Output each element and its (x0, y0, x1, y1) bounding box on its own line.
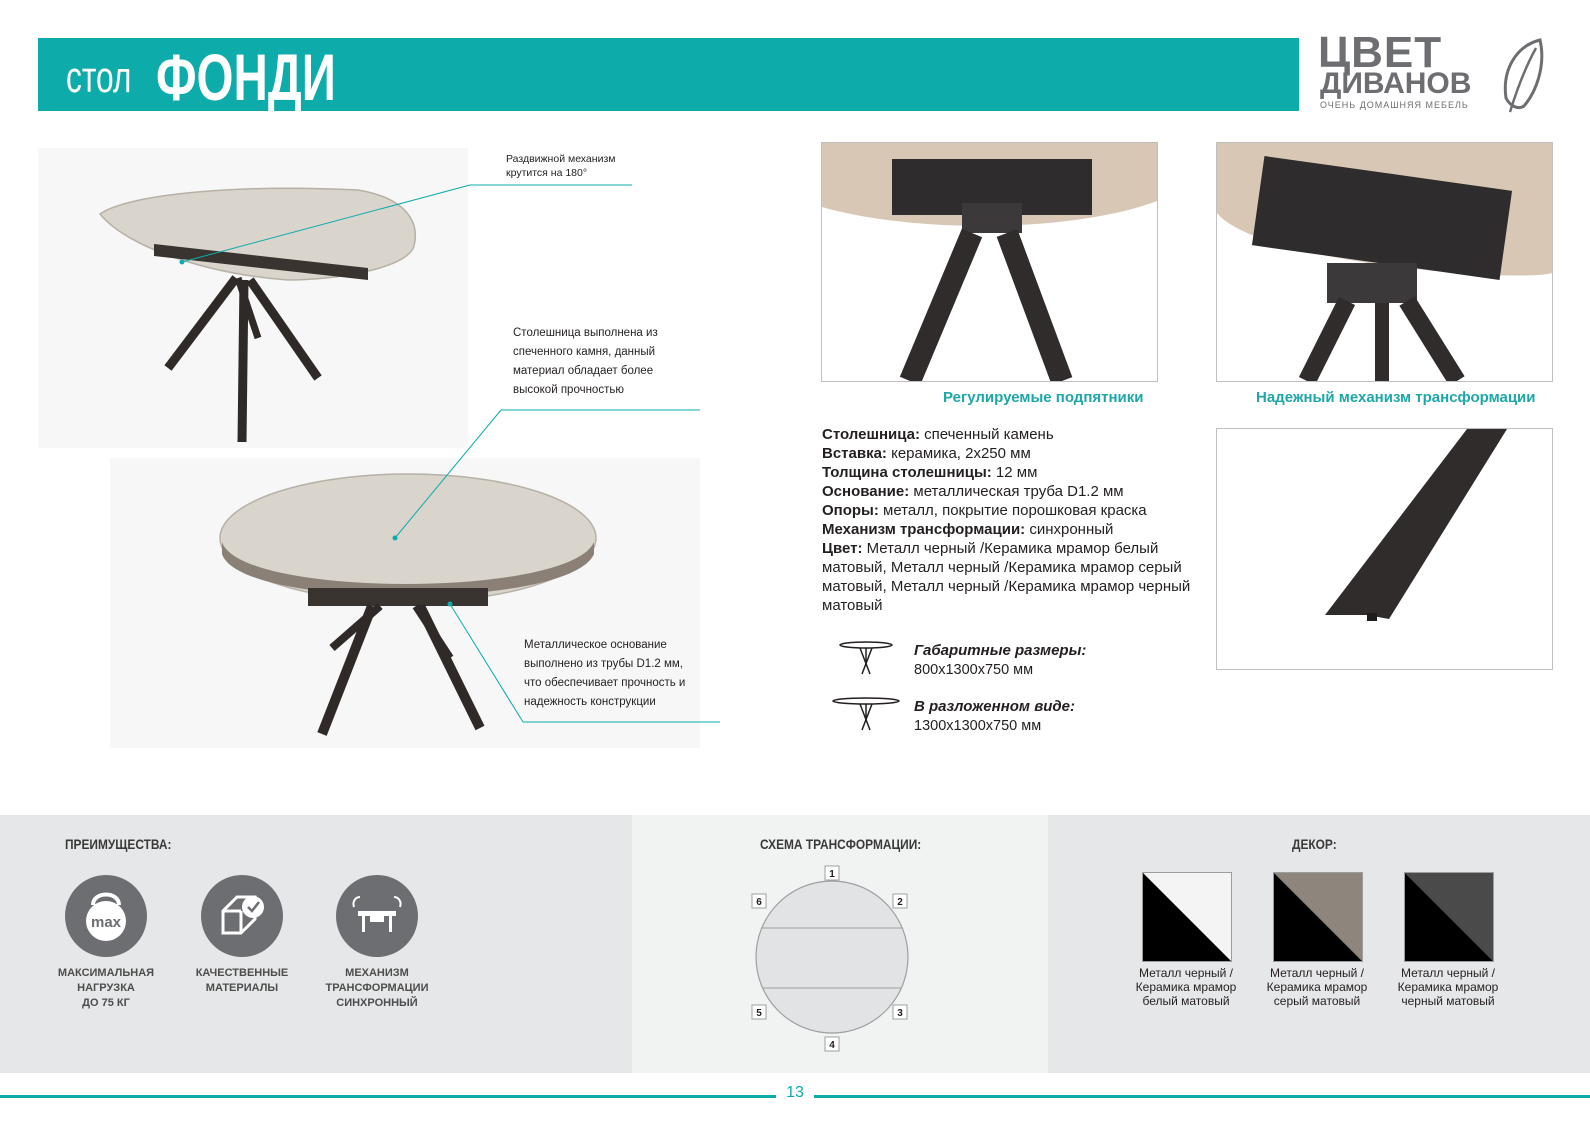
logo-line1: ЦВЕТ (1318, 28, 1443, 77)
specs-list (822, 425, 1192, 615)
spec-row (822, 539, 1192, 615)
scheme-step-3: 3 (897, 1008, 903, 1019)
decor-line: Керамика мрамор (1266, 980, 1368, 994)
scheme-step-5: 5 (756, 1008, 762, 1019)
caption-adjustable-feet: Регулируемые подпятники (943, 389, 1144, 406)
callout-line: материал обладает более (513, 365, 654, 377)
spec-row (822, 444, 1192, 463)
callout-mechanism (506, 152, 615, 180)
spec-value: 12 мм (991, 464, 1038, 481)
advantage-line: НАГРУЗКА (77, 982, 135, 994)
page-title: ФОНДИ (156, 40, 336, 114)
advantage-mechanism (317, 966, 437, 1011)
scheme-step-1: 1 (829, 869, 835, 880)
spec-label: Механизм трансформации: (822, 521, 1026, 538)
spec-value: керамика, 2x250 мм (886, 445, 1031, 462)
dims-unfolded-value: 1300x1300x750 мм (914, 718, 1042, 734)
spec-label: Основание: (822, 483, 910, 500)
footer-rule-right (814, 1095, 1590, 1098)
spec-label: Опоры: (822, 502, 879, 519)
advantages-heading: ПРЕИМУЩЕСТВА: (65, 836, 172, 852)
photo-adjustable-feet (821, 142, 1158, 382)
logo-tagline: ОЧЕНЬ ДОМАШНЯЯ МЕБЕЛЬ (1320, 100, 1469, 110)
logo-line2: ДИВАНОВ (1320, 67, 1472, 100)
spec-row (822, 425, 1192, 444)
callout-line: высокой прочностью (513, 384, 624, 396)
decor-line: Металл черный / (1400, 966, 1495, 980)
decor-swatch-black[interactable] (1404, 872, 1494, 962)
callout-line: спеченного камня, данный (513, 346, 656, 358)
spec-row (822, 501, 1192, 520)
spec-label: Толщина столешницы: (822, 464, 992, 481)
callout-line: Раздвижной механизм (506, 153, 616, 165)
table-folded-icon (836, 640, 896, 676)
spec-row (822, 482, 1192, 501)
photo-transformation-mechanism (1216, 142, 1553, 382)
decor-label-white (1126, 966, 1246, 1008)
advantage-line: СИНХРОННЫЙ (336, 997, 418, 1009)
table-transform-icon (336, 875, 418, 957)
spec-value: металлическая труба D1.2 мм (909, 483, 1124, 500)
decor-line: серый матовый (1273, 994, 1361, 1008)
spec-row (822, 463, 1192, 482)
advantage-line: МАТЕРИАЛЫ (205, 982, 279, 994)
decor-line: Керамика мрамор (1397, 980, 1499, 994)
spec-value: синхронный (1025, 521, 1114, 538)
callout-base (524, 636, 685, 712)
decor-line: Керамика мрамор (1135, 980, 1237, 994)
decor-label-gray (1257, 966, 1377, 1008)
decor-swatch-gray[interactable] (1273, 872, 1363, 962)
callout-line: Столешница выполнена из (513, 327, 658, 339)
advantage-line: КАЧЕСТВЕННЫЕ (195, 967, 289, 979)
advantage-line: МАКСИМАЛЬНАЯ (57, 967, 155, 979)
table-unfolded-icon (830, 696, 902, 732)
advantage-line: МЕХАНИЗМ (345, 967, 409, 979)
spec-row (822, 520, 1192, 539)
dims-unfolded-label: В разложенном виде: (914, 698, 1076, 715)
scheme-step-6: 6 (756, 897, 762, 908)
advantage-line: ДО 75 КГ (82, 997, 130, 1009)
title-prefix: стол (66, 53, 132, 102)
advantage-load (46, 966, 166, 1011)
decor-heading: ДЕКОР: (1292, 836, 1337, 852)
dims-folded-value: 800x1300x750 мм (914, 662, 1034, 678)
page-number: 13 (786, 1084, 804, 1101)
feather-icon (1496, 36, 1552, 116)
spec-label: Столешница: (822, 426, 920, 443)
scheme-step-2: 2 (897, 897, 903, 908)
decor-line: черный матовый (1401, 994, 1495, 1008)
scheme-step-4: 4 (829, 1040, 835, 1051)
kettlebell-label: max (90, 914, 122, 931)
kettlebell-icon (65, 875, 147, 957)
scheme-heading: СХЕМА ТРАНСФОРМАЦИИ: (760, 836, 922, 852)
callout-line: крутится на 180° (506, 167, 588, 179)
brand-logo (1318, 30, 1558, 120)
transformation-scheme (740, 862, 930, 1052)
advantage-materials (182, 966, 302, 996)
callout-line: надежность конструкции (524, 696, 656, 708)
footer-rule-left (0, 1095, 776, 1098)
spec-value: спеченный камень (919, 426, 1054, 443)
caption-mechanism: Надежный механизм трансформации (1256, 389, 1536, 406)
callout-tabletop (513, 324, 658, 400)
dims-folded-label: Габаритные размеры: (914, 642, 1087, 659)
decor-line: Металл черный / (1269, 966, 1364, 980)
spec-label: Цвет: (822, 540, 863, 557)
advantage-line: ТРАНСФОРМАЦИИ (325, 982, 429, 994)
callout-line: что обеспечивает прочность и (524, 677, 686, 689)
spec-label: Вставка: (822, 445, 887, 462)
decor-line: Металл черный / (1138, 966, 1233, 980)
callout-line: выполнено из трубы D1.2 мм, (524, 658, 683, 670)
photo-leg-closeup (1216, 428, 1553, 670)
materials-check-icon (201, 875, 283, 957)
spec-value: Металл черный /Керамика мрамор белый матовый, Металл черный /Керамика мрамор серый матовый, Металл черный /Керамика мрамор черный матовый (822, 540, 1191, 614)
spec-value: металл, покрытие порошковая краска (878, 502, 1147, 519)
decor-line: белый матовый (1142, 994, 1230, 1008)
callout-line: Металлическое основание (524, 639, 667, 651)
decor-label-black (1388, 966, 1508, 1008)
decor-swatch-white[interactable] (1142, 872, 1232, 962)
